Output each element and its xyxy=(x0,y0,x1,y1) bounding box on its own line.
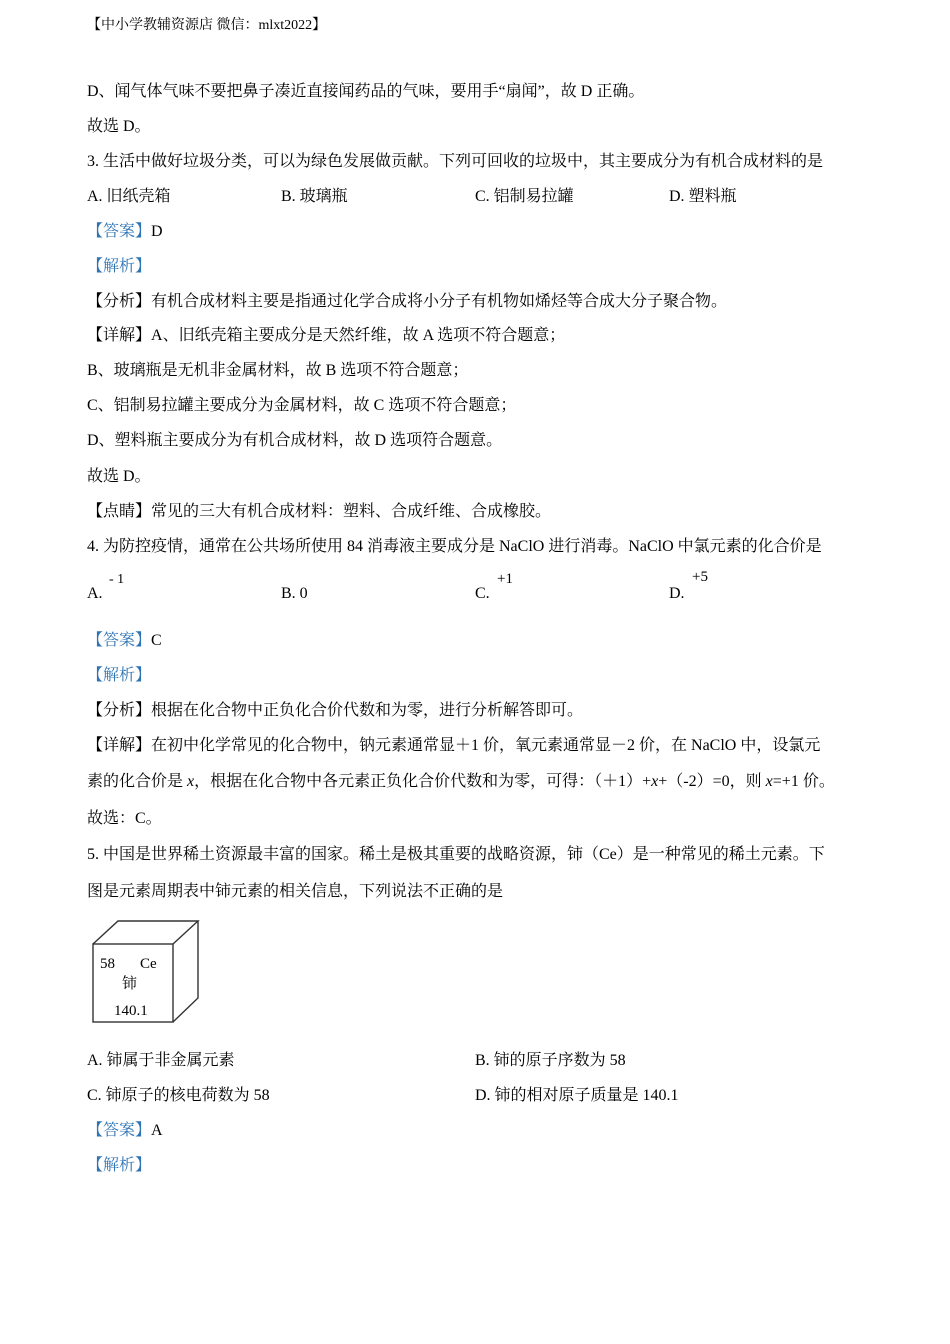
element-cell-diagram xyxy=(90,918,202,1026)
cell-side-face xyxy=(173,921,198,1022)
analysis-tag: 【解析】 xyxy=(87,258,152,275)
q4-option-a-value: - 1 xyxy=(109,572,125,587)
fenxi-tag: 【分析】 xyxy=(87,293,152,310)
question-4-stem: 4. 为防控疫情，通常在公共场所使用 84 消毒液主要成分是 NaClO 进行消毒。NaClO 中氯元素的化合价是 xyxy=(87,538,822,555)
element-symbol: Ce xyxy=(140,956,157,972)
q3-dianjing: 常见的三大有机合成材料：塑料、合成纤维、合成橡胶。 xyxy=(151,503,552,520)
text-line: 故选 D。 xyxy=(87,118,151,135)
text-line: D、闻气体气味不要把鼻子凑近直接闻药品的气味，要用手“扇闻”，故 D 正确。 xyxy=(87,83,645,100)
q3-dianjing-line xyxy=(87,502,551,522)
q4-analysis-heading xyxy=(87,666,151,686)
q4-xiangjie: 在初中化学常见的化合物中，钠元素通常显＋1 价，氧元素通常显－2 价，在 NaClO 中，设氯元 xyxy=(151,737,821,754)
cell-top-face xyxy=(93,921,198,944)
text-span: ，根据在化合物中各元素正负化合价代数和为零，可得：（＋1）+ xyxy=(194,773,652,790)
question-5-stem-2: 图是元素周期表中铈元素的相关信息，下列说法不正确的是 xyxy=(87,883,504,900)
text-span: +（-2）=0，则 xyxy=(658,773,766,790)
question-3-stem: 3. 生活中做好垃圾分类，可以为绿色发展做贡献。下列可回收的垃圾中，其主要成分为有机合成材料的是 xyxy=(87,153,824,170)
atomic-number: 58 xyxy=(100,956,115,972)
text-span: 素的化合价是 xyxy=(87,773,188,790)
q5-answer: A xyxy=(151,1122,163,1139)
q3-option-d: D. 塑料瓶 xyxy=(669,188,737,205)
xiangjie-tag: 【详解】 xyxy=(87,327,152,344)
q3-fenxi-line xyxy=(87,292,727,312)
answer-tag: 【答案】 xyxy=(87,1122,152,1139)
element-name: 铈 xyxy=(122,976,138,992)
q3-answer-line xyxy=(87,222,163,242)
q3-explain-d: D、塑料瓶主要成分为有机合成材料，故 D 选项符合题意。 xyxy=(87,432,503,449)
atomic-mass: 140.1 xyxy=(114,1003,148,1019)
page-header: 【中小学教辅资源店 微信：mlxt2022】 xyxy=(87,18,327,33)
q4-option-d-value: +5 xyxy=(692,569,708,585)
variable-x: x xyxy=(651,773,659,790)
q3-xiangjie-line xyxy=(87,326,565,346)
q4-answer: C xyxy=(151,632,162,649)
fenxi-tag: 【分析】 xyxy=(87,702,152,719)
q4-fenxi-line xyxy=(87,701,583,721)
q4-conclusion: 故选：C。 xyxy=(87,810,162,827)
q4-option-a: A. xyxy=(87,585,103,602)
q4-option-c: C. xyxy=(475,585,490,602)
variable-x: x xyxy=(765,773,773,790)
q4-option-c-value: +1 xyxy=(497,571,513,587)
q4-answer-line xyxy=(87,631,162,651)
text-span: =+1 价。 xyxy=(772,773,835,790)
q3-option-a: A. 旧纸壳箱 xyxy=(87,188,171,205)
q4-xiangjie-line xyxy=(87,736,820,756)
q3-option-b: B. 玻璃瓶 xyxy=(281,188,348,205)
q3-conclusion: 故选 D。 xyxy=(87,468,151,485)
analysis-tag: 【解析】 xyxy=(87,1157,152,1174)
answer-tag: 【答案】 xyxy=(87,632,152,649)
q5-analysis-heading xyxy=(87,1156,151,1176)
q3-option-c: C. 铝制易拉罐 xyxy=(475,188,574,205)
q5-option-c: C. 铈原子的核电荷数为 58 xyxy=(87,1087,270,1104)
q3-xiangjie: A、旧纸壳箱主要成分是天然纤维，故 A 选项不符合题意； xyxy=(151,327,566,344)
q3-explain-b: B、玻璃瓶是无机非金属材料，故 B 选项不符合题意； xyxy=(87,362,469,379)
dianjing-tag: 【点睛】 xyxy=(87,503,152,520)
q4-fenxi: 根据在化合物中正负化合价代数和为零，进行分析解答即可。 xyxy=(151,702,584,719)
q4-xiangjie-line-2 xyxy=(87,772,835,792)
q4-option-d: D. xyxy=(669,585,685,602)
q5-option-b: B. 铈的原子序数为 58 xyxy=(475,1052,626,1069)
xiangjie-tag: 【详解】 xyxy=(87,737,152,754)
q5-answer-line xyxy=(87,1121,163,1141)
q4-option-b: B. 0 xyxy=(281,585,308,602)
q3-analysis-heading xyxy=(87,257,151,277)
answer-tag: 【答案】 xyxy=(87,223,152,240)
q5-option-d: D. 铈的相对原子质量是 140.1 xyxy=(475,1087,679,1104)
q5-option-a: A. 铈属于非金属元素 xyxy=(87,1052,235,1069)
q3-explain-c: C、铝制易拉罐主要成分为金属材料，故 C 选项不符合题意； xyxy=(87,397,517,414)
analysis-tag: 【解析】 xyxy=(87,667,152,684)
question-5-stem: 5. 中国是世界稀土资源最丰富的国家。稀土是极其重要的战略资源，铈（Ce）是一种常见的稀土元素。下 xyxy=(87,846,825,863)
variable-x: x xyxy=(187,773,195,790)
q3-fenxi: 有机合成材料主要是指通过化学合成将小分子有机物如烯烃等合成大分子聚合物。 xyxy=(151,293,728,310)
q3-answer: D xyxy=(151,223,163,240)
